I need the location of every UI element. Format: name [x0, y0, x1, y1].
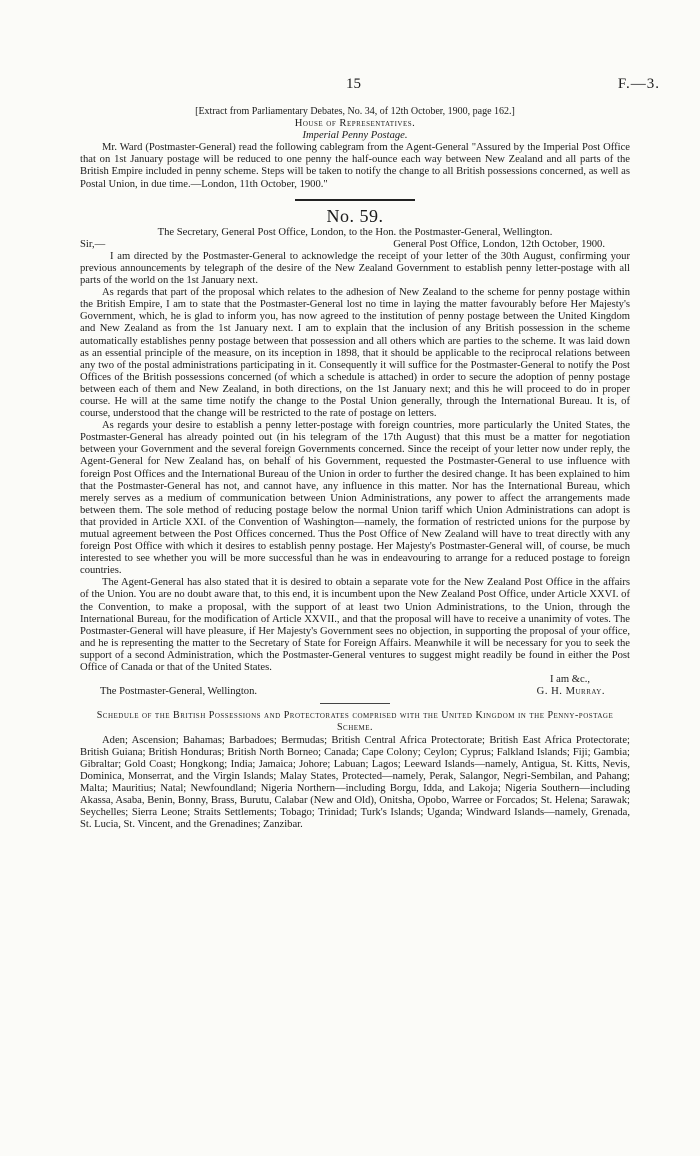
schedule-heading: Schedule of the British Possessions and Protectorates comprised with the United Kingdom in the Penny-postage Scheme. [96, 710, 614, 734]
salutation: Sir,— [80, 238, 106, 250]
section-divider [320, 703, 390, 704]
extract-source: [Extract from Parliamentary Debates, No. 34, of 12th October, 1900, page 162.] [195, 106, 515, 117]
letter-signoff [80, 686, 630, 698]
dateline: General Post Office, London, 12th October, 1900. [393, 238, 605, 250]
letter-number: No. 59. [326, 205, 384, 226]
signature: G. H. Murray. [536, 686, 605, 698]
letter-paragraph: The Agent-General has also stated that it is desired to obtain a separate vote for the New Zealand Post Office in the affairs of the Union. You are no doubt aware that, to this end, it is incumbent upon the New Zealand Post Office, under Article XXVI. of the Convention, to make a proposal, with the support of at least two Union Administrations, to the Union, through the International Bureau, for the modification of Article XXVII., and that the proposal will have to receive a unanimity of votes. The Postmaster-General will have pleasure, if Her Majesty's Government sees no objection, in supporting the proposal of your office, and he is representing the matter to the Secretary of State for Foreign Affairs. Meanwhile it will be necessary for you to seek the support of a second Administration, which the Postmaster-General ventures to suggest might readily be found in either the Post Office of Canada or that of the United States. [80, 577, 630, 674]
page-number: 15 [346, 76, 361, 92]
letter-paragraph: I am directed by the Postmaster-General to acknowledge the receipt of your letter of the 30th August, confirming your previous announcements by telegraph of the desire of the New Zealand Government to establish penny letter-postage with all parts of the world on the 1st January next. [80, 250, 630, 287]
page-header [0, 76, 700, 96]
extract-subject: Imperial Penny Postage. [302, 130, 408, 142]
document-body [80, 106, 630, 831]
closing: I am &c., [549, 674, 590, 686]
letter-paragraph: As regards your desire to establish a penny letter-postage with foreign countries, more particularly the United States, the Postmaster-General has already pointed out (in his telegram of the 17th August) that this must be a matter for negotiation between your Government and the several foreign Governments concerned. Since the receipt of your letter now under reply, the Agent-General for New Zealand has, on behalf of his Government, requested the Postmaster-General to use influence with foreign Post Offices and the International Bureau of the Union in order to further the desired change. It has been explained to him that the Postmaster-General has not, and cannot have, any influence in this matter. Nor has the International Bureau, which merely serves as a medium of communication between Union Administrations, any power to affect the arrangements made between them. The sole method of reducing postage below the normal Union tariff which Union Administrations can adopt is that provided in Article XXI. of the Convention of Washington—namely, the formation of restricted unions for the purpose by mutual agreement between the Post Offices concerned. Thus the Post Office of New Zealand will have to treat directly with any foreign Post Office with which it desires to establish penny postage. Her Majesty's Postmaster-General will, of course, be much interested to see whether you will be more successful than he was in endeavouring to arrange for a reduced postage to foreign countries. [80, 420, 630, 577]
letter-address: The Secretary, General Post Office, London, to the Hon. the Postmaster-General, Wellington. [157, 226, 553, 238]
extract-text: Mr. Ward (Postmaster-General) read the following cablegram from the Agent-General "Assured by the Imperial Post Office that on 1st January postage will be reduced to one penny the half-ounce each way between New Zealand and all parts of the British Empire included in penny scheme. Steps will be taken to notify the change to all British possessions concerned, as well as Postal Union, in due time.—London, 11th October, 1900." [80, 142, 630, 190]
section-divider [295, 199, 415, 201]
addressee: The Postmaster-General, Wellington. [100, 686, 258, 698]
extract-house: House of Representatives. [294, 118, 416, 130]
schedule-text: Aden; Ascension; Bahamas; Barbadoes; Bermudas; British Central Africa Protectorate; British East Africa Protectorate; British Guiana; British Honduras; British North Borneo; Canada; Cape Colony; Ceylon; Cyprus; Falkland Islands; Fiji; Gambia; Gibraltar; Gold Coast; Hongkong; India; Jamaica; Johore; Labuan; Lagos; Leeward Islands—namely, Antigua, St. Kitts, Nevis, Dominica, Monserrat, and the Virgin Islands; Malay States, Protected—namely, Perak, Salangor, Negri-Sembilan, and Pahang; Malta; Mauritius; Natal; Newfoundland; Nigeria Northern—including Borgu, Idda, and Lakoja; Nigeria Southern—including Akassa, Asaba, Benin, Bonny, Brass, Burutu, Calabar (New and Old), Onitsha, Opobo, Warree or Forcados; St. Helena; Sarawak; Seychelles; Sierra Leone; Straits Settlements; Tobago; Trinidad; Turk's Islands; Uganda; Windward Islands—namely, Grenada, St. Lucia, St. Vincent, and the Grenadines; Zanzibar. [80, 734, 630, 831]
letter-opening [80, 239, 630, 251]
page-reference: F.—3. [617, 76, 660, 92]
letter-paragraph: As regards that part of the proposal which relates to the adhesion of New Zealand to the scheme for penny postage within the British Empire, I am to state that the Postmaster-General lost no time in laying the matter favourably before Her Majesty's Government, which, he is glad to inform you, has now agreed to the institution of penny postage between the United Kingdom and New Zealand as from the 1st January next. I am to explain that the inclusion of any British possession in the scheme automatically establishes penny postage between that possession and all others which are parties to the scheme. It was laid down as an essential principle of the measure, on its inception in 1898, that it should be applicable to the reciprocal relations between any two of the postal administrations participating in it. Consequently it will suffice for the Postmaster-General to notify the Post Offices of the British possessions concerned (of which a schedule is attached) in order to secure the adoption of penny postage between each of them and New Zealand, in both directions, on the 1st January next; and this he will proceed to do in proper course. He will at the same time notify the change to the Postal Union generally, through the International Bureau. It is, of course, understood that the change will be restricted to the rate of postage on letters. [80, 287, 630, 420]
